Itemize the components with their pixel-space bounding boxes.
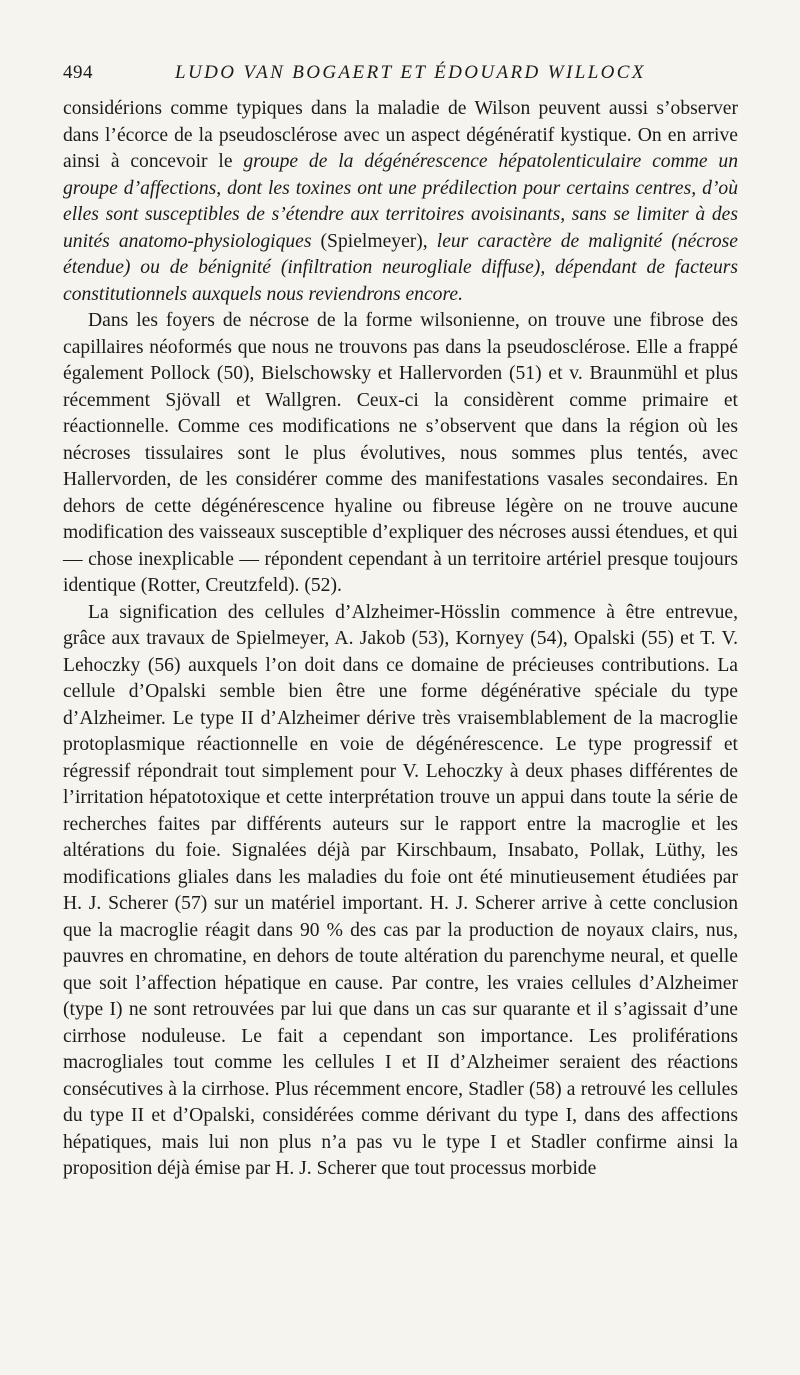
p2-text: Dans les foyers de nécrose de la forme wilsonienne, on trouve une fibrose des capillaires néoformés que nous ne trouvons pas dans la pseudosclérose. Elle a frappé également Pollock (50), Bielschowsky et Hallervorden (51) et v. Braunmühl et plus récemment Sjövall et Wallgren. Ceux-ci la considèrent comme primaire et réactionnelle. Comme ces modifications ne s’observent que dans la région où les nécroses tissulaires sont le plus évolutives, nous sommes plus tentés, avec Hallervorden, de les considérer comme des manifestations vasales secondaires. En dehors de cette dégénérescence hyaline ou fibreuse légère on ne trouve aucune modification des vaisseaux susceptible d’expliquer des nécroses aussi étendues, et qui — chose inexplicable — répondent cependant à un territoire artériel presque toujours identique (Rotter, Creutzfeld). (52). — [63, 310, 738, 596]
page-number: 494 — [63, 62, 93, 83]
running-header — [63, 62, 738, 88]
body-text — [63, 96, 738, 1183]
p1-text-2: (Spielmeyer), — [311, 230, 437, 252]
running-title: LUDO VAN BOGAERT ET ÉDOUARD WILLOCX — [175, 62, 646, 83]
p1-italic-1: groupe de la dégénérescence hépatolenticulaire comme un groupe d’affections, dont les toxines ont une prédilection pour certains centres, d’où elles sont susceptibles de s’étendre aux territoires avoisinants, sans se limiter à des unités anatomo-physiologiques — [63, 151, 738, 252]
paragraph-2 — [63, 308, 738, 600]
paragraph-1 — [63, 96, 738, 308]
p3-text: La signification des cellules d’Alzheimer-Hösslin commence à être entrevue, grâce aux travaux de Spielmeyer, A. Jakob (53), Kornyey (54), Opalski (55) et T. V. Lehoczky (56) auxquels l’on doit dans ce domaine de précieuses contributions. La cellule d’Opalski semble bien être une forme dégénérative spéciale du type d’Alzheimer. Le type II d’Alzheimer dérive très vraisemblablement de la macroglie protoplasmique réactionnelle en voie de dégénérescence. Le type progressif et régressif répondrait tout simplement pour V. Lehoczky à deux phases différentes de l’irritation hépatotoxique et cette interprétation trouve un appui dans toute la série de recherches faites par différents auteurs sur le rapport entre la macroglie et les altérations du foie. Signalées déjà par Kirschbaum, Insabato, Pollak, Lüthy, les modifications gliales dans les maladies du foie ont été minutieusement étudiées par H. J. Scherer (57) sur un matériel important. H. J. Scherer arrive à cette conclusion que la macroglie réagit dans 90 % des cas par la production de noyaux clairs, nus, pauvres en chromatine, en dehors de toute altération du parenchyme neural, et quelle que soit l’affection hépatique en cause. Par contre, les vraies cellules d’Alzheimer (type I) ne sont retrouvées par lui que dans un cas sur quarante et il s’agissait d’une cirrhose noduleuse. Le fait a cependant son importance. Les proliférations macrogliales tout comme les cellules I et II d’Alzheimer seraient des réactions consécutives à la cirrhose. Plus récemment encore, Stadler (58) a retrouvé les cellules du type II et d’Opalski, considérées comme dérivant du type I, dans des affections hépatiques, mais lui non plus n’a pas vu le type I et Stadler confirme ainsi la proposition déjà émise par H. J. Scherer que tout processus morbide — [63, 601, 738, 1179]
p1-text-1: considérions comme typiques dans la maladie de Wilson peuvent aussi s’observer dans l’écorce de la pseudosclérose avec un aspect dégénératif kystique. On en arrive ainsi à concevoir le — [63, 98, 738, 172]
paragraph-3 — [63, 600, 738, 1183]
p1-italic-2: leur caractère de malignité (nécrose étendue) ou de bénignité (infiltration neurogliale diffuse), dépendant de facteurs constitutionnels auxquels nous reviendrons encore. — [63, 230, 739, 305]
